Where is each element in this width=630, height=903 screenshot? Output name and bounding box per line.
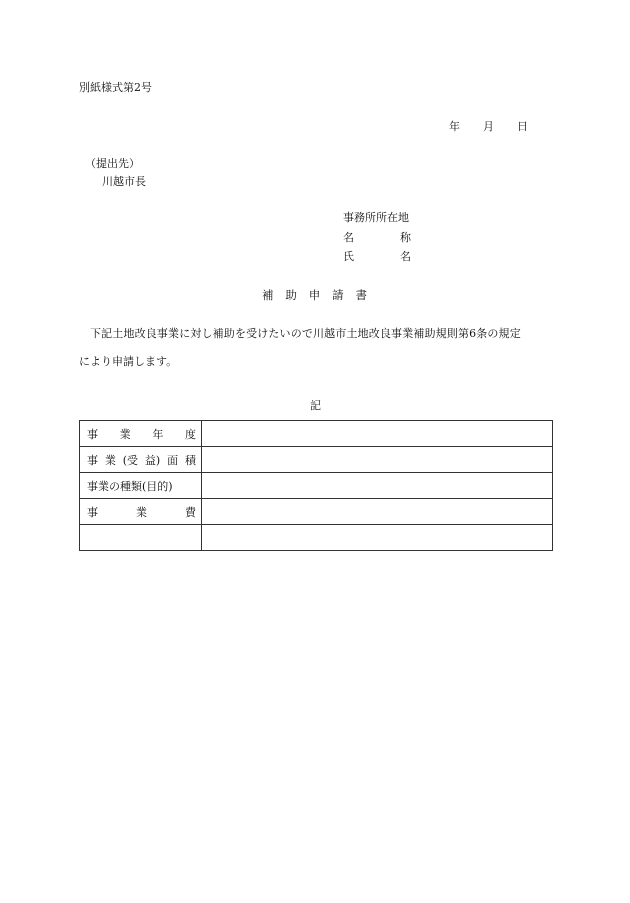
applicant-name-char: 称 (400, 231, 411, 244)
row-value-fiscal-year[interactable] (202, 421, 553, 447)
body-line-2: により申請します。 (79, 355, 178, 368)
row-value-benefit-area[interactable] (202, 447, 553, 473)
table-row (80, 499, 553, 525)
title-char: 助 (285, 288, 297, 302)
table-row (80, 421, 553, 447)
row-value-project-cost[interactable] (202, 499, 553, 525)
recipient-name: 川越市長 (102, 175, 146, 188)
row-label-benefit-area (80, 447, 202, 473)
row-label-project-type (80, 473, 202, 499)
label-char: 業 (119, 427, 131, 441)
applicant-name-char: 名 (343, 231, 354, 244)
table-row (80, 525, 553, 551)
row-label-fiscal-year (80, 421, 202, 447)
applicant-name-label (343, 231, 411, 245)
form-number: 別紙様式第2号 (79, 81, 152, 94)
label-char: 事 (87, 427, 98, 441)
table-row (80, 473, 553, 499)
application-table (79, 420, 553, 551)
label-char: 面 (167, 453, 179, 467)
applicant-person-char: 氏 (343, 250, 354, 263)
recipient-label: （提出先） (85, 157, 140, 170)
label-char: 年 (152, 427, 164, 441)
title-char: 請 (332, 288, 344, 302)
applicant-address-label: 事務所所在地 (343, 211, 409, 224)
document-title (262, 288, 367, 302)
row-value-project-type[interactable] (202, 473, 553, 499)
date-month-label: 月 (483, 120, 494, 133)
applicant-person-char: 名 (400, 250, 411, 263)
label-char: 益) (144, 453, 161, 467)
title-char: 書 (355, 288, 367, 302)
title-char: 補 (262, 288, 274, 302)
table-row (80, 447, 553, 473)
label-char: 事 (87, 505, 98, 519)
label-char: 度 (184, 427, 196, 441)
row-label-blank[interactable] (80, 525, 202, 551)
title-char: 申 (308, 288, 321, 302)
label-char: 積 (184, 453, 196, 467)
applicant-person-label (343, 250, 411, 264)
label-text: 事業の種類(目的) (87, 479, 173, 493)
label-char: 費 (185, 505, 196, 519)
body-line-1: 下記土地改良事業に対し補助を受けたいので川越市土地改良事業補助規則第6条の規定 (90, 327, 521, 340)
label-char: 業 (136, 505, 147, 519)
ki-label: 記 (310, 399, 321, 412)
label-char: 事 (87, 453, 98, 467)
date-day-label: 日 (517, 120, 528, 133)
row-value-blank[interactable] (202, 525, 553, 551)
row-label-project-cost (80, 499, 202, 525)
label-char: (受 (122, 453, 139, 467)
date-year-label: 年 (449, 120, 460, 133)
label-char: 業 (104, 453, 116, 467)
